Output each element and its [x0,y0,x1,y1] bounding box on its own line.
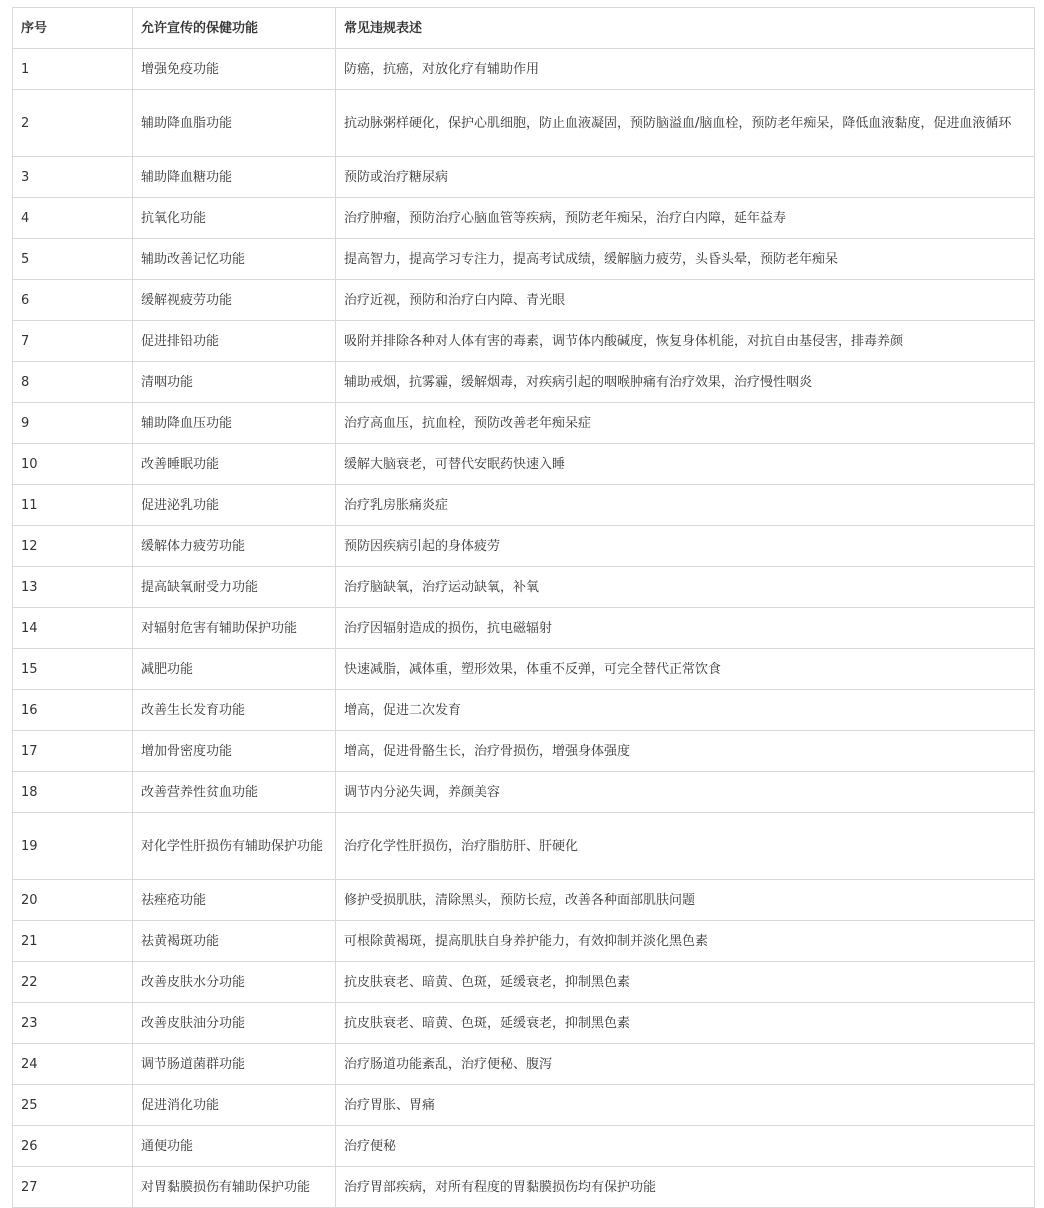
header-row [13,8,1035,49]
row-violation-expression: 增高，促进二次发育 [336,690,1035,731]
row-allowed-function: 改善皮肤水分功能 [133,962,336,1003]
row-allowed-function: 辅助改善记忆功能 [133,239,336,280]
row-violation-expression: 治疗乳房胀痛炎症 [336,485,1035,526]
row-violation-expression: 抗皮肤衰老、暗黄、色斑，延缓衰老，抑制黑色素 [336,1003,1035,1044]
row-violation-expression: 治疗因辐射造成的损伤，抗电磁辐射 [336,608,1035,649]
table-row [13,526,1035,567]
row-allowed-function: 辅助降血糖功能 [133,157,336,198]
row-allowed-function: 通便功能 [133,1126,336,1167]
table-row [13,962,1035,1003]
table-row [13,444,1035,485]
table-row [13,280,1035,321]
table-row [13,731,1035,772]
row-violation-expression: 抗皮肤衰老、暗黄、色斑，延缓衰老，抑制黑色素 [336,962,1035,1003]
row-violation-expression: 抗动脉粥样硬化，保护心肌细胞，防止血液凝固，预防脑溢血/脑血栓，预防老年痴呆，降低血液黏度，促进血液循环 [336,90,1035,157]
row-number: 22 [13,962,133,1003]
table-row [13,772,1035,813]
row-number: 11 [13,485,133,526]
row-allowed-function: 促进消化功能 [133,1085,336,1126]
row-number: 17 [13,731,133,772]
table-row [13,1044,1035,1085]
table-row [13,90,1035,157]
header-violation-expression: 常见违规表述 [336,8,1035,49]
header-number: 序号 [13,8,133,49]
row-violation-expression: 治疗便秘 [336,1126,1035,1167]
row-allowed-function: 增强免疫功能 [133,49,336,90]
row-violation-expression: 快速减脂，减体重，塑形效果，体重不反弹，可完全替代正常饮食 [336,649,1035,690]
row-number: 7 [13,321,133,362]
table-row [13,49,1035,90]
row-violation-expression: 吸附并排除各种对人体有害的毒素，调节体内酸碱度，恢复身体机能，对抗自由基侵害，排毒养颜 [336,321,1035,362]
row-allowed-function: 改善生长发育功能 [133,690,336,731]
table-row [13,1003,1035,1044]
health-function-table-container [12,7,1034,1208]
table-row [13,567,1035,608]
row-allowed-function: 改善皮肤油分功能 [133,1003,336,1044]
row-allowed-function: 减肥功能 [133,649,336,690]
table-row [13,921,1035,962]
row-number: 1 [13,49,133,90]
table-row [13,690,1035,731]
row-allowed-function: 祛黄褐斑功能 [133,921,336,962]
header-allowed-function: 允许宣传的保健功能 [133,8,336,49]
row-violation-expression: 缓解大脑衰老，可替代安眠药快速入睡 [336,444,1035,485]
row-number: 4 [13,198,133,239]
row-number: 23 [13,1003,133,1044]
row-allowed-function: 提高缺氧耐受力功能 [133,567,336,608]
row-violation-expression: 治疗肠道功能紊乱，治疗便秘、腹泻 [336,1044,1035,1085]
table-row [13,157,1035,198]
row-number: 8 [13,362,133,403]
row-allowed-function: 抗氧化功能 [133,198,336,239]
row-allowed-function: 辅助降血脂功能 [133,90,336,157]
row-number: 10 [13,444,133,485]
row-allowed-function: 清咽功能 [133,362,336,403]
table-row [13,1085,1035,1126]
row-allowed-function: 对胃黏膜损伤有辅助保护功能 [133,1167,336,1208]
table-row [13,362,1035,403]
row-number: 26 [13,1126,133,1167]
row-number: 21 [13,921,133,962]
row-violation-expression: 预防或治疗糖尿病 [336,157,1035,198]
row-violation-expression: 治疗化学性肝损伤，治疗脂肪肝、肝硬化 [336,813,1035,880]
row-violation-expression: 修护受损肌肤，清除黑头，预防长痘，改善各种面部肌肤问题 [336,880,1035,921]
row-number: 6 [13,280,133,321]
row-number: 14 [13,608,133,649]
row-violation-expression: 治疗胃胀、胃痛 [336,1085,1035,1126]
row-violation-expression: 预防因疾病引起的身体疲劳 [336,526,1035,567]
row-violation-expression: 治疗肿瘤，预防治疗心脑血管等疾病，预防老年痴呆，治疗白内障，延年益寿 [336,198,1035,239]
row-number: 16 [13,690,133,731]
row-allowed-function: 对辐射危害有辅助保护功能 [133,608,336,649]
table-row [13,1126,1035,1167]
row-violation-expression: 增高，促进骨骼生长，治疗骨损伤，增强身体强度 [336,731,1035,772]
table-body [13,49,1035,1208]
row-allowed-function: 对化学性肝损伤有辅助保护功能 [133,813,336,880]
row-allowed-function: 促进泌乳功能 [133,485,336,526]
row-number: 24 [13,1044,133,1085]
row-number: 13 [13,567,133,608]
row-number: 9 [13,403,133,444]
row-number: 15 [13,649,133,690]
table-row [13,198,1035,239]
row-violation-expression: 辅助戒烟，抗雾霾，缓解烟毒，对疾病引起的咽喉肿痛有治疗效果，治疗慢性咽炎 [336,362,1035,403]
row-allowed-function: 促进排铅功能 [133,321,336,362]
table-row [13,649,1035,690]
row-allowed-function: 调节肠道菌群功能 [133,1044,336,1085]
row-number: 25 [13,1085,133,1126]
row-violation-expression: 防癌，抗癌，对放化疗有辅助作用 [336,49,1035,90]
row-number: 27 [13,1167,133,1208]
row-allowed-function: 改善睡眠功能 [133,444,336,485]
row-number: 5 [13,239,133,280]
table-row [13,1167,1035,1208]
row-allowed-function: 缓解视疲劳功能 [133,280,336,321]
row-allowed-function: 缓解体力疲劳功能 [133,526,336,567]
row-violation-expression: 治疗近视，预防和治疗白内障、青光眼 [336,280,1035,321]
table-row [13,880,1035,921]
row-number: 2 [13,90,133,157]
row-allowed-function: 增加骨密度功能 [133,731,336,772]
row-number: 19 [13,813,133,880]
row-allowed-function: 改善营养性贫血功能 [133,772,336,813]
health-function-table [12,7,1035,1208]
row-violation-expression: 调节内分泌失调，养颜美容 [336,772,1035,813]
row-number: 18 [13,772,133,813]
row-violation-expression: 提高智力，提高学习专注力，提高考试成绩，缓解脑力疲劳，头昏头晕，预防老年痴呆 [336,239,1035,280]
row-number: 20 [13,880,133,921]
row-allowed-function: 辅助降血压功能 [133,403,336,444]
table-row [13,608,1035,649]
row-allowed-function: 祛痤疮功能 [133,880,336,921]
row-violation-expression: 治疗脑缺氧，治疗运动缺氧，补氧 [336,567,1035,608]
row-violation-expression: 治疗高血压，抗血栓，预防改善老年痴呆症 [336,403,1035,444]
table-row [13,239,1035,280]
table-header [13,8,1035,49]
row-violation-expression: 治疗胃部疾病，对所有程度的胃黏膜损伤均有保护功能 [336,1167,1035,1208]
row-number: 12 [13,526,133,567]
row-number: 3 [13,157,133,198]
table-row [13,813,1035,880]
table-row [13,485,1035,526]
row-violation-expression: 可根除黄褐斑，提高肌肤自身养护能力，有效抑制并淡化黑色素 [336,921,1035,962]
table-row [13,321,1035,362]
table-row [13,403,1035,444]
